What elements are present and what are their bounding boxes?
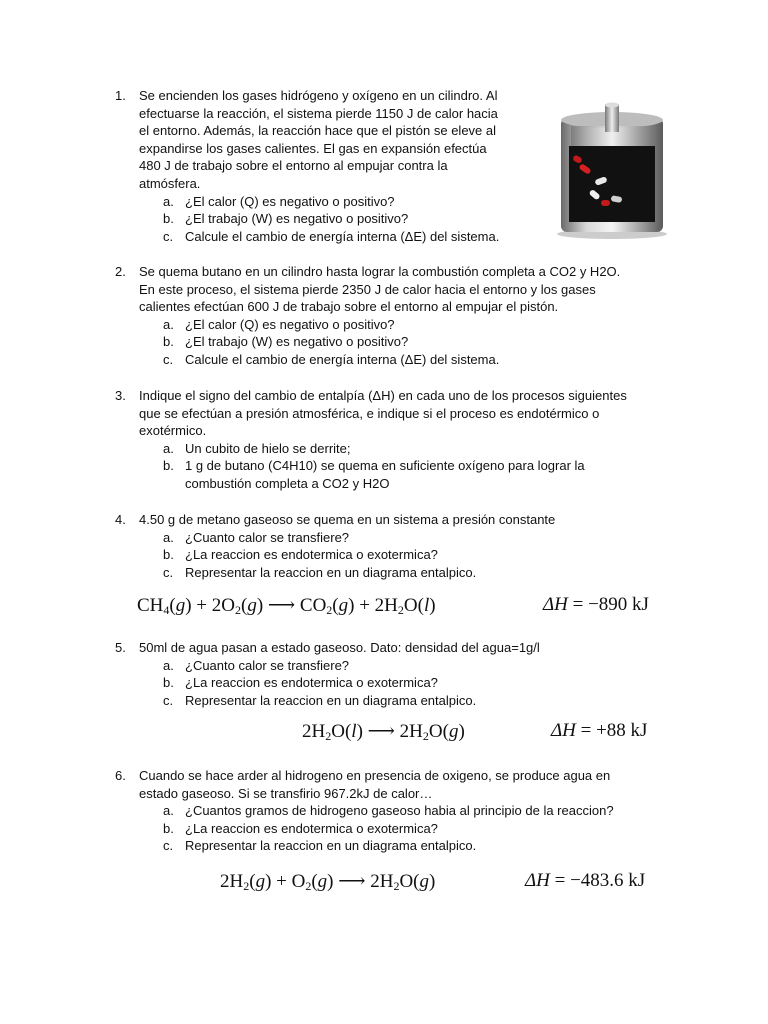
sub-question-letter: b.: [163, 458, 174, 474]
sub-question-text: ¿La reaccion es endotermica o exotermica?: [185, 547, 438, 563]
sub-question-letter: c.: [163, 228, 174, 244]
question-line: efectuarse la reacción, el sistema pierde 1150 J de calor hacia: [139, 105, 498, 121]
sub-question-letter: c.: [163, 351, 174, 367]
question-line: 480 J de trabajo sobre el entorno al empujar contra la: [139, 158, 448, 174]
question-line: 4.50 g de metano gaseoso se quema en un sistema a presión constante: [139, 512, 556, 527]
sub-question-text: ¿El calor (Q) es negativo o positivo?: [185, 193, 395, 209]
sub-question-text: combustión completa a CO2 y H2O: [185, 475, 390, 491]
sub-question-letter: a.: [163, 803, 174, 819]
question-line: estado gaseoso. Si se transfirio 967.2kJ de calor…: [139, 785, 433, 801]
question-line: Se encienden los gases hidrógeno y oxígeno en un cilindro. Al: [139, 88, 498, 103]
sub-question-text: ¿La reaccion es endotermica o exotermica?: [185, 675, 438, 691]
question-line: calientes efectúan 600 J de trabajo sobre el entorno al empujar el pistón.: [139, 299, 559, 315]
question-number: 6.: [115, 768, 126, 783]
sub-question-letter: b.: [163, 675, 174, 691]
sub-question-text: ¿El trabajo (W) es negativo o positivo?: [185, 334, 409, 350]
question-text: [139, 767, 610, 802]
question-line: 50ml de agua pasan a estado gaseoso. Dato: densidad del agua=1g/l: [139, 640, 540, 655]
sub-question-letter: b.: [163, 547, 174, 563]
sub-question-text: Calcule el cambio de energía interna (ΔE) del sistema.: [185, 351, 500, 367]
question-number: 5.: [115, 640, 126, 655]
sub-question-text: 1 g de butano (C4H10) se quema en suficiente oxígeno para lograr la: [185, 458, 585, 474]
question-line: atmósfera.: [139, 175, 201, 191]
sub-question-text: Un cubito de hielo se derrite;: [185, 440, 351, 456]
equation-water-vaporization: $2H_2O(l)$ ⟶ $2H_2O(g)$ ΔH = +88 kJ: [302, 720, 648, 743]
question-text: [139, 511, 555, 529]
delta-h-value: = +88 kJ: [580, 720, 648, 741]
question-number: 1.: [115, 88, 126, 103]
question-number: 3.: [115, 388, 126, 403]
question-line: que se efectúan a presión atmosférica, e indique si el proceso es endotérmico o: [139, 405, 600, 421]
question-line: Indique el signo del cambio de entalpía (ΔH) en cada uno de los procesos siguientes: [139, 388, 627, 403]
delta-h-value: = −483.6 kJ: [554, 870, 646, 891]
question-text: [139, 87, 498, 193]
equation-methane-combustion: $CH_4(g) + 2O_2(g)$ ⟶ $CO_2(g) + 2H_2O(l)$ ΔH = −890 kJ: [137, 594, 649, 617]
sub-question-letter: a.: [163, 529, 174, 545]
piston-cylinder-image: [555, 100, 670, 240]
question-line: expandirse los gases calientes. El gas en expansión efectúa: [139, 140, 487, 156]
sub-question-letter: b.: [163, 334, 174, 350]
sub-question-text: ¿Cuanto calor se transfiere?: [185, 657, 350, 673]
question-text: [139, 639, 540, 657]
sub-question-text: ¿El trabajo (W) es negativo o positivo?: [185, 211, 409, 227]
sub-question-letter: a.: [163, 193, 174, 209]
delta-h-value: = −890 kJ: [572, 594, 649, 615]
sub-question-letter: b.: [163, 211, 174, 227]
sub-question-letter: c.: [163, 838, 174, 854]
question-text: [139, 263, 620, 316]
sub-question-text: ¿Cuantos gramos de hidrogeno gaseoso habia al principio de la reaccion?: [185, 803, 614, 819]
sub-question-text: ¿Cuanto calor se transfiere?: [185, 529, 350, 545]
sub-question-letter: c.: [163, 564, 174, 580]
sub-question-text: Calcule el cambio de energía interna (ΔE) del sistema.: [185, 228, 500, 244]
sub-question-letter: a.: [163, 440, 174, 456]
sub-question-letter: b.: [163, 820, 174, 836]
sub-question-text: ¿La reaccion es endotermica o exotermica?: [185, 820, 438, 836]
question-line: En este proceso, el sistema pierde 2350 J de calor hacia el entorno y los gases: [139, 281, 596, 297]
question-line: Se quema butano en un cilindro hasta lograr la combustión completa a CO2 y H2O.: [139, 264, 621, 279]
question-number: 2.: [115, 264, 126, 279]
sub-question-text: Representar la reaccion en un diagrama entalpico.: [185, 692, 477, 708]
sub-question-text: Representar la reaccion en un diagrama entalpico.: [185, 564, 477, 580]
question-line: Cuando se hace arder al hidrogeno en presencia de oxigeno, se produce agua en: [139, 768, 611, 783]
question-number: 4.: [115, 512, 126, 527]
equation-hydrogen-combustion: $2H_2(g) + O_2(g)$ ⟶ $2H_2O(g)$ ΔH = −483.6 kJ: [220, 870, 646, 893]
sub-question-letter: c.: [163, 692, 174, 708]
sub-question-text: ¿El calor (Q) es negativo o positivo?: [185, 316, 395, 332]
sub-question-text: Representar la reaccion en un diagrama entalpico.: [185, 838, 477, 854]
question-line: exotérmico.: [139, 423, 207, 439]
sub-question-letter: a.: [163, 316, 174, 332]
sub-question-letter: a.: [163, 657, 174, 673]
question-line: el entorno. Además, la reacción hace que el pistón se eleve al: [139, 123, 497, 139]
question-text: [139, 387, 627, 440]
